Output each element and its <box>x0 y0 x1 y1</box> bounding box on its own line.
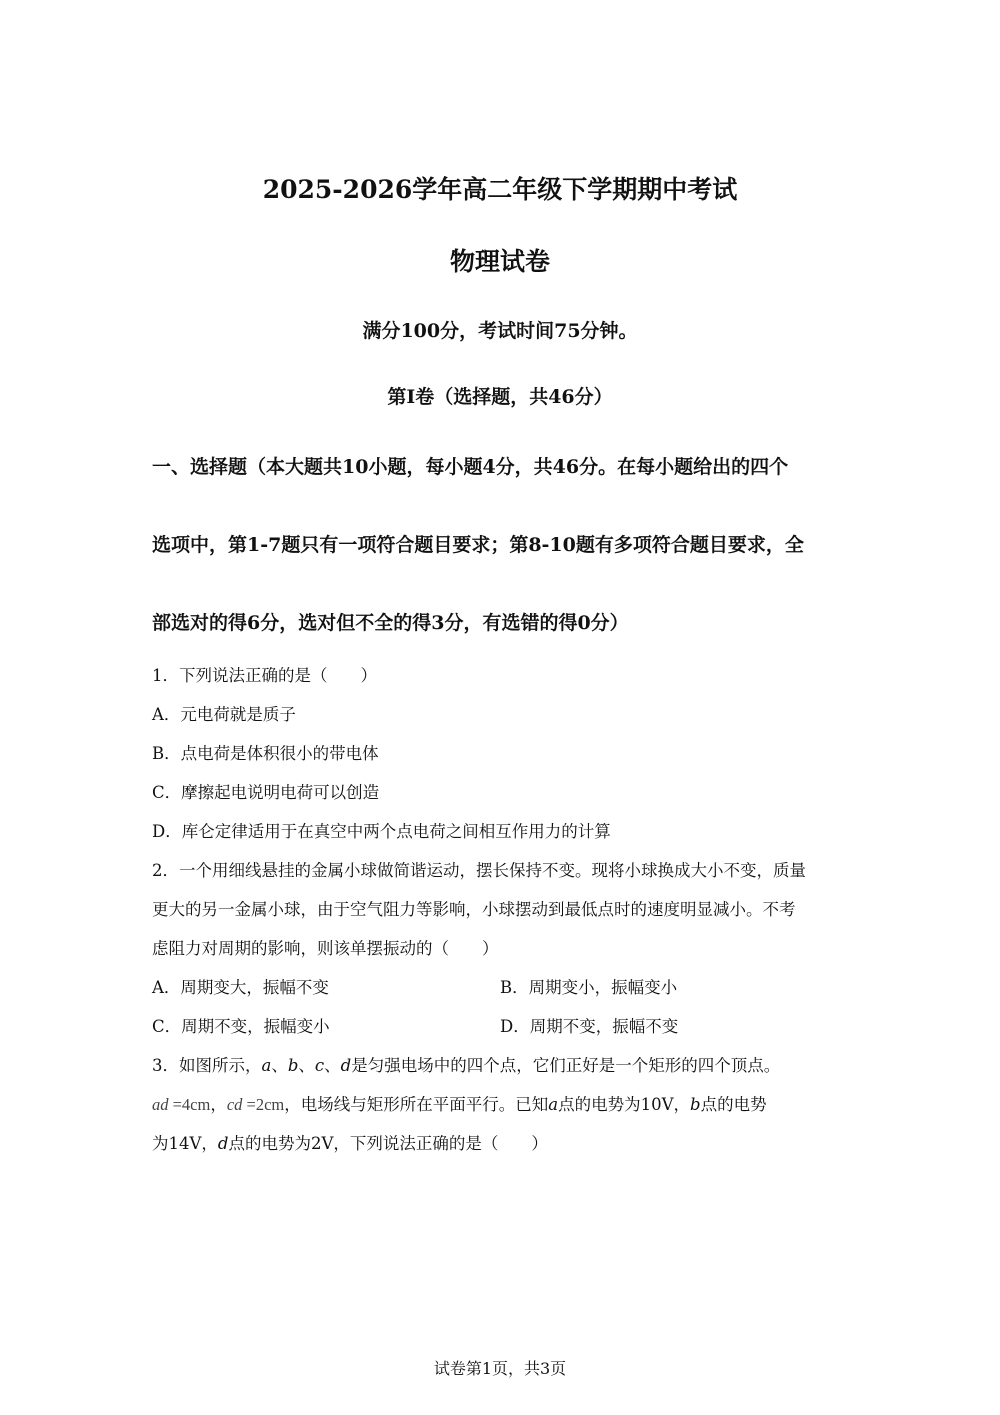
q2-stem-line-1: 2．一个用细线悬挂的金属小球做简谐运动，摆长保持不变。现将小球换成大小不变，质量 <box>152 861 806 880</box>
q1-option-a: A．元电荷就是质子 <box>152 705 296 724</box>
q3-sep: ， <box>210 1095 227 1114</box>
q1-stem: 1．下列说法正确的是（ ） <box>152 666 377 685</box>
var-b: b <box>690 1095 701 1114</box>
q2-stem-line-3: 虑阻力对周期的影响，则该单摆振动的（ ） <box>152 939 499 958</box>
q2-option-a: A．周期变大，振幅不变 <box>152 978 329 997</box>
q2-option-c: C．周期不变，振幅变小 <box>152 1017 330 1036</box>
q3-sep: 、 <box>324 1056 341 1075</box>
q2-option-b: B．周期变小，振幅变小 <box>500 978 678 997</box>
page-footer: 试卷第1页，共3页 <box>433 1359 567 1378</box>
var-a: a <box>261 1056 272 1075</box>
q3-text: 点的电势 <box>700 1095 767 1114</box>
section-instructions-line-3: 部选对的得6分，选对但不全的得3分，有选错的得0分） <box>152 612 629 634</box>
q3-text: 3．如图所示， <box>152 1056 262 1075</box>
var-b: b <box>287 1056 299 1075</box>
q3-text: 点的电势为10V， <box>558 1095 691 1114</box>
var-d: d <box>217 1134 229 1153</box>
q3-stem-line-3 <box>152 1130 548 1154</box>
formula-cd-var: cd <box>226 1095 243 1114</box>
q3-sep: 、 <box>271 1056 288 1075</box>
var-a: a <box>548 1095 559 1114</box>
var-c: c <box>314 1056 325 1075</box>
formula-ad-value: =4cm <box>168 1095 211 1114</box>
q1-option-c: C．摩擦起电说明电荷可以创造 <box>152 783 380 802</box>
q3-text: 点的电势为2V，下列说法正确的是（ ） <box>228 1134 548 1153</box>
formula-ad-var: ad <box>152 1095 169 1114</box>
q1-option-b: B．点电荷是体积很小的带电体 <box>152 744 379 763</box>
exam-title: 2025-2026学年高二年级下学期期中考试 <box>262 175 738 204</box>
q3-sep: 、 <box>298 1056 315 1075</box>
part-title: 第I卷（选择题，共46分） <box>387 386 613 408</box>
section-instructions-line-1: 一、选择题（本大题共10小题，每小题4分，共46分。在每小题给出的四个 <box>152 456 789 478</box>
q2-option-d: D．周期不变，振幅不变 <box>500 1017 679 1036</box>
subject-title: 物理试卷 <box>449 247 550 276</box>
q3-text: 是匀强电场中的四个点，它们正好是一个矩形的四个顶点。 <box>351 1056 781 1075</box>
q3-text: ，电场线与矩形所在平面平行。已知 <box>284 1095 549 1114</box>
score-info: 满分100分，考试时间75分钟。 <box>362 320 638 342</box>
section-instructions-line-2: 选项中，第1-7题只有一项符合题目要求；第8-10题有多项符合题目要求，全 <box>152 534 804 556</box>
q1-option-d: D．库仑定律适用于在真空中两个点电荷之间相互作用力的计算 <box>152 822 611 841</box>
q2-stem-line-2: 更大的另一金属小球，由于空气阻力等影响，小球摆动到最低点时的速度明显减小。不考 <box>152 900 796 919</box>
q3-stem-line-2 <box>152 1091 767 1115</box>
formula-cd-value: =2cm <box>242 1095 285 1114</box>
var-d: d <box>340 1056 352 1075</box>
q3-stem-line-1 <box>152 1052 780 1076</box>
q3-text: 为14V， <box>152 1134 218 1153</box>
